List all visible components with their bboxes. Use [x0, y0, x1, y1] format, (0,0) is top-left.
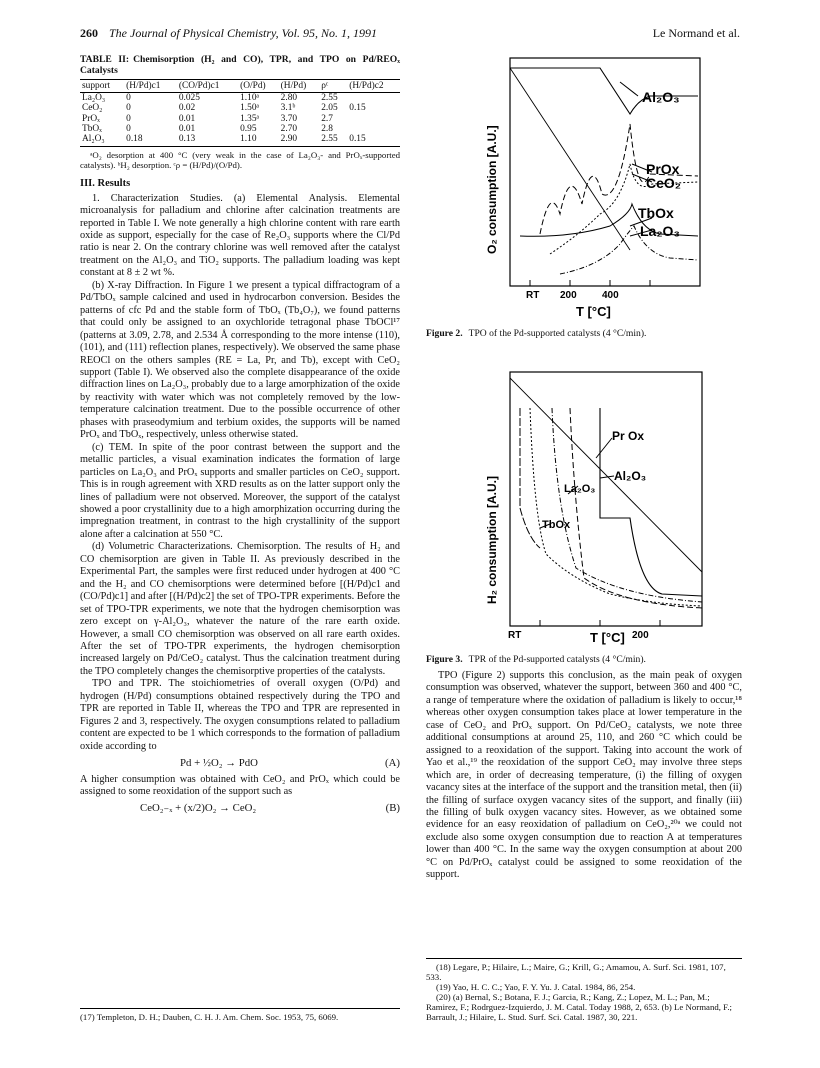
table-cell: 2.7 — [321, 113, 333, 124]
tpr-label-tbox: TbOx — [542, 519, 571, 531]
right-column-text — [426, 670, 742, 882]
table-row — [80, 134, 400, 147]
tpr-frame — [510, 372, 702, 626]
tpo-xtick-200: 200 — [560, 290, 577, 301]
table-cell: 3.70 — [280, 113, 298, 124]
figure-2-caption-label: Figure 2. — [426, 328, 463, 339]
equation-a — [80, 753, 400, 773]
paragraph-tpo-tpr: TPO and TPR. The stoichiometries of overall oxygen (O/Pd) and hydrogen (H/Pd) consumptions obtained respectively during the TPO and TPR are reported in Table II, whereas the TPO and TPR are represented in Figures 2 and 3, respectively. The oxygen consumptions related to palladium content are expected to be 1 which corresponds to the formation of palladium oxide according to — [80, 678, 400, 752]
tpr-curve-extra — [520, 408, 540, 548]
equation-b-label: (B) — [385, 802, 400, 815]
table-cell: 1.35ᵃ — [240, 113, 260, 124]
tpo-y-axis-label: O₂ consumption [A.U.] — [485, 125, 499, 254]
table-cell: 0.15 — [349, 103, 366, 114]
tpo-label-tbox: TbOx — [638, 205, 674, 221]
reference-18: (18) Legare, P.; Hilaire, L.; Maire, G.; Krill, G.; Amamou, A. Surf. Sci. 1981, 107, 533. — [426, 962, 726, 982]
table-cell: TbOₓ — [82, 123, 102, 134]
table-cell: 0 — [126, 93, 131, 104]
table-row — [80, 124, 400, 134]
tpo-xtick-rt: RT — [526, 290, 540, 301]
table-cell: 0.01 — [178, 113, 196, 124]
tpr-baseline-diagonal — [510, 378, 702, 572]
table-cell: 1.10ᵃ — [240, 93, 260, 104]
tpr-x-ticks — [540, 620, 660, 626]
tpo-label-ceo2: CeO₂ — [646, 175, 682, 191]
table-header-cell: (O/Pd) — [238, 80, 279, 93]
table-cell — [347, 124, 400, 134]
tpo-label-la2o3: La₂O₃ — [640, 223, 680, 239]
figure-3-caption-text: TPR of the Pd-supported catalysts (4 °C/min). — [468, 654, 646, 665]
running-authors: Le Normand et al. — [652, 26, 740, 40]
tpr-y-axis-label: H₂ consumption [A.U.] — [485, 476, 499, 604]
table-cell: PrOₓ — [82, 113, 100, 124]
paragraph-chemisorption: (d) Volumetric Characterizations. Chemisorption. The results of H₂ and CO chemisorption are given in Table II. As previously described in the Experimental Part, the samples were first reduced under hydrogen at 400 °C and the H₂ and CO chemisorptions were determined before [(H/Pd)c1 and (CO/Pd)c1] and after [(H/Pd)c2] the set of TPO-TPR experiments. Before the set of TPO-TPR experiments, we note that the hydrogen chemisorption was zero except on γ-Al₂O₃, whatever the nature of the rare earth oxide. However, a small CO chemisorption was observed on all rare earth oxides. After the set of TPO-TPR experiments, the hydrogen chemisorption increased largely on Pd/CeO₂ catalyst. Thus the calcination treatment during the TPO completely changes the chemisorptive properties of the catalysts. — [80, 541, 400, 677]
table-header-cell: (H/Pd)c1 — [124, 80, 177, 93]
table-row — [80, 103, 400, 113]
table-cell — [347, 114, 400, 124]
references — [426, 958, 742, 1022]
table-cell — [347, 93, 400, 104]
page-number: 260 — [80, 26, 98, 40]
figure-2-caption-text: TPO of the Pd-supported catalysts (4 °C/min). — [468, 328, 647, 339]
paragraph-elemental-analysis: 1. Characterization Studies. (a) Elemental Analysis. Elemental microanalysis for palladium and chlorine after calcination treatments are reported in Table I. We note generally a high chlorine content with rare earth oxide as support, especially for the case of Re₂O₃ supports where the Cl/Pd ratio is near 2. On the contrary chlorine was well removed after the catalyst treatment on the Al₂O₃ and TiO₂ supports. The palladium loading was kept constant at 8 ± 2 wt %. — [80, 192, 400, 279]
table-cell: 2.05 — [321, 103, 338, 114]
paragraph-xray-diffraction: (b) X-ray Diffraction. In Figure 1 we present a typical diffractogram of a Pd/TbOₓ sample calcined and used in hydrocarbon conversion. Besides the patterns of cfc Pd and the stable form of TbOₓ (Tb₄O₇), we found patterns that could only be assigned to an oxychloride tetragonal phase TbOCl¹⁷ (patterns at 3.09, 2.78, and 2.534 Å corresponding to the more intense (110), (101), and (111) reflection planes, respectively). We observed the same phase REOCl on the others samples (RE = La, Pr, and Tb), except with CeO₂ support (Table I). We observed also the complete disappearance of the oxide diffraction lines on La₂O₃, probably due to a large amorphization of the oxide by reactivity with water which was not completely removed by the low-temperature calcination treatment. Due to the possible occurrence of other phases with praseodymium and terbium oxides, the supports will be named PrOₓ and TbOₓ, respectively, unless otherwise stated. — [80, 279, 400, 441]
tpo-baseline-diagonal — [510, 68, 630, 250]
footnote-17: (17) Templeton, D. H.; Dauben, C. H. J. Am. Chem. Soc. 1953, 75, 6069. — [80, 1008, 400, 1022]
equation-b — [80, 798, 400, 818]
figure-2-tpo — [480, 54, 704, 322]
tpr-xtick-rt: RT — [508, 630, 522, 641]
tpo-label-al2o3: Al₂O₃ — [642, 89, 680, 105]
tpo-label-prox: PrOx — [646, 161, 680, 177]
table-footnote: ᵃO₂ desorption at 400 °C (very weak in the case of La₂O₃- and PrOₓ-supported catalysts). ᵇH₂ desorption. ᶜρ = (H/Pd)/(O/Pd). — [80, 150, 400, 171]
tpo-x-axis-label: T [°C] — [576, 304, 611, 319]
table-cell: 0.025 — [178, 93, 200, 104]
figure-3-caption-label: Figure 3. — [426, 654, 463, 665]
table-cell: 2.55 — [321, 93, 338, 104]
tpr-x-axis-label: T [°C] — [590, 630, 625, 645]
figure-2-caption — [426, 328, 742, 339]
table-cell: 2.8 — [321, 123, 333, 134]
figure-3-caption — [426, 654, 742, 665]
table-cell: 0.13 — [177, 134, 238, 147]
tpr-label-al2o3: Al₂O₃ — [614, 469, 647, 483]
tpr-xtick-200: 200 — [632, 630, 649, 641]
table-row — [80, 93, 400, 104]
table-cell: 1.50ᵃ — [240, 103, 260, 114]
table-cell: 0 — [126, 123, 131, 134]
table-header-cell: (CO/Pd)c1 — [177, 80, 238, 93]
left-column — [80, 54, 400, 819]
table-cell: 0.95 — [240, 123, 257, 134]
tpr-label-prox: Pr Ox — [612, 429, 645, 443]
tpr-label-la2o3: La₂O₃ — [564, 483, 596, 495]
equation-b-expr: CeO₂₋ₓ + (x/2)O₂ → CeO₂ — [140, 802, 257, 815]
tpo-x-ticks — [530, 280, 650, 286]
table-header-cell: support — [80, 80, 124, 93]
tpo-plot — [480, 54, 704, 322]
table-cell: CeO₂ — [82, 103, 103, 114]
table-cell: 3.1ᵇ — [280, 103, 296, 114]
paragraph-between-equations: A higher consumption was obtained with CeO₂ and PrOₓ which could be assigned to some reoxidation of the support such as — [80, 773, 400, 797]
table-cell: 0 — [126, 103, 131, 114]
table-cell: La₂O₃ — [82, 93, 106, 104]
tpr-plot — [480, 368, 704, 650]
table-cell: 0.15 — [347, 134, 400, 147]
tpo-xtick-400: 400 — [602, 290, 619, 301]
equation-a-label: (A) — [385, 757, 400, 770]
table-cell: 1.10 — [238, 134, 279, 147]
table-cell: Al₂O₃ — [80, 134, 124, 147]
chemisorption-table — [80, 79, 400, 147]
page-header — [80, 26, 740, 41]
table-header-cell: ρᶜ — [319, 80, 347, 93]
table-cell: 0 — [126, 113, 131, 124]
table-cell: 2.70 — [280, 123, 298, 134]
section-heading: III. Results — [80, 178, 131, 190]
table-cell: 0.02 — [178, 103, 196, 114]
table-cell: 2.55 — [319, 134, 347, 147]
table-header-cell: (H/Pd)c2 — [347, 80, 400, 93]
table-cell: 0.01 — [178, 123, 196, 134]
reference-20: (20) (a) Bernal, S.; Botana, F. J.; Garcia, R.; Kang, Z.; Lopez, M. L.; Pan, M.; Ramirez, F.; Rodrguez-Izquierdo, J. M. Catal. Today 1988, 2, 653. (b) Le Normand, F.; Barrault, J.; Hilaire, L. Stud. Surf. Sci. Catal. 1987, 30, 221. — [426, 992, 732, 1022]
journal-title: The Journal of Physical Chemistry, Vol. 95, No. 1, 1991 — [109, 26, 377, 40]
paragraph-tpo-discussion: TPO (Figure 2) supports this conclusion, as the main peak of oxygen consumption was observed, whatever the support, between 360 and 400 °C, a range of temperature where the oxidation of palladium is likely to occur,¹⁸ whereas other oxygen consumption takes place at lower temperature in the case of CeO₂ and PrOₓ support. On Pd/CeO₂ catalysts, we note three additional consumptions at around 25, 110, and 260 °C which could be assigned to a reoxidation of the support. Taking into account the work of Yao et al.,¹⁹ the reoxidation of the support CeO₂ may involve three steps which are, in order of decreasing temperature, (i) the filling of oxygen vacancy sites at the interface of the support and the transition metal, then (ii) the filling of surface oxygen vacancy sites of the support, and finally (iii) the filling of bulk oxygen vacancy sites. However, as we obtained some evidence for an easy reoxidation of palladium on CeO₂,²⁰ᵃ we could not exclude also some oxygen consumption due to reaction A at temperatures lower than 400 °C. In the same way the oxygen consumption at about 200 °C on Pd/PrOₓ catalyst could be assigned to some reoxidation of the support. — [426, 670, 742, 881]
equation-a-expr: Pd + ½O₂ → PdO — [180, 757, 258, 770]
table-caption-text: Chemisorption (H₂ and CO), TPR, and TPO on Pd/REOₓ Catalysts — [80, 54, 400, 76]
table-row — [80, 114, 400, 124]
paragraph-tem: (c) TEM. In spite of the poor contrast between the support and the metallic particles, a visual examination indicates the formation of large particles on La₂O₃ and PrOₓ supports and smaller particles on CeO₂ support. This is in rough agreement with XRD results as on the latter support only the lines of palladium were not observed. Moreover, the support of the catalyst showed a poor crystallinity due to a high amorphization occurring during the impregnation treatment, in contrast to the high crystallinity of the support alone after a calcination at 550 °C. — [80, 441, 400, 540]
reference-19: (19) Yao, H. C. C.; Yao, F. Y. Yu. J. Catal. 1984, 86, 254. — [436, 982, 636, 992]
table-header-cell: (H/Pd) — [279, 80, 320, 93]
table-cell: 2.90 — [279, 134, 320, 147]
table-caption — [80, 54, 400, 76]
table-cell: 0.18 — [124, 134, 177, 147]
table-caption-label: TABLE II: — [80, 54, 130, 65]
table-cell: 2.80 — [280, 93, 298, 104]
figure-3-tpr — [480, 368, 704, 650]
